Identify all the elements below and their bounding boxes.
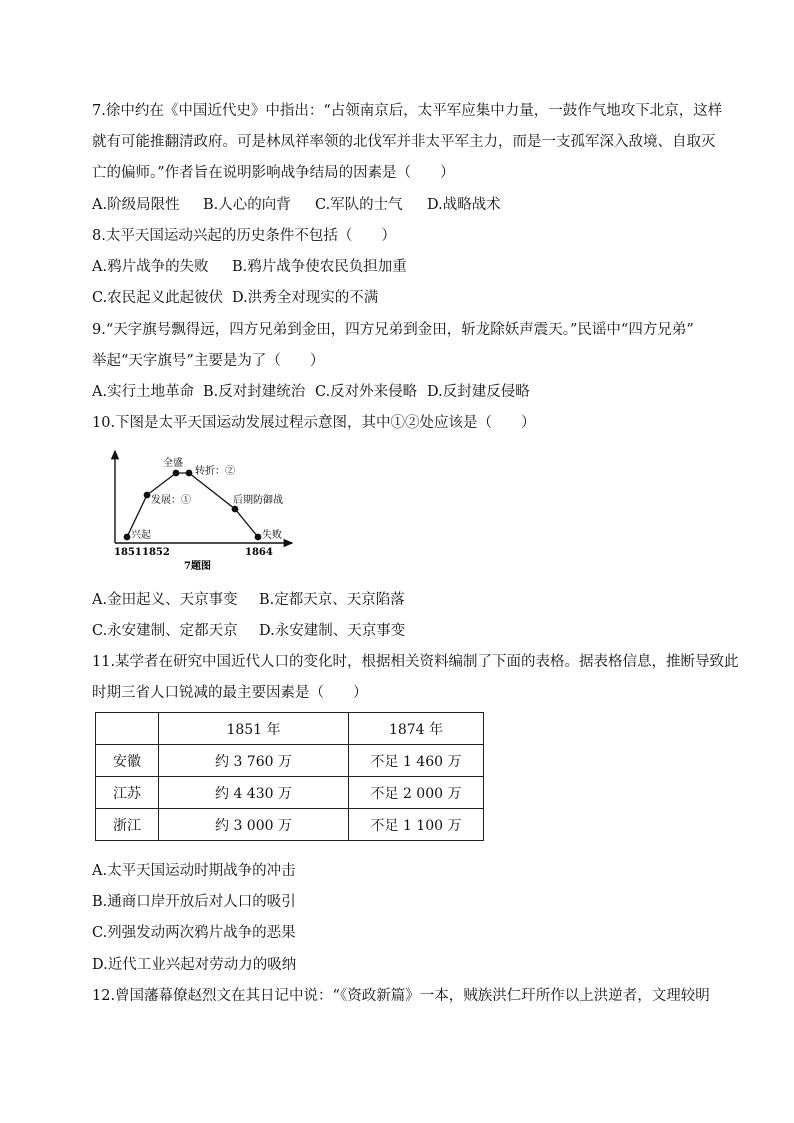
q9-option-c[interactable]: C.反对外来侵略 — [315, 384, 418, 400]
q7-options — [92, 195, 501, 215]
table-cell: 不足 1 100 万 — [349, 809, 484, 841]
q11-option-c[interactable]: C.列强发动两次鸦片战争的恶果 — [92, 925, 296, 941]
q8-options-cd — [92, 288, 378, 308]
q9-option-a[interactable]: A.实行土地革命 — [92, 384, 195, 400]
point-rise — [124, 534, 131, 541]
q9-options — [92, 382, 530, 402]
q8-options-ab — [92, 257, 407, 277]
point-late-defense — [232, 506, 239, 513]
table-row — [96, 809, 484, 841]
table-header-row — [96, 713, 484, 745]
q9-stem-line2: 举起“天字旗号”主要是为了（ ） — [92, 353, 325, 369]
label-failure: 失败 — [262, 530, 282, 541]
table-cell-province: 浙江 — [96, 809, 159, 841]
q8-option-c[interactable]: C.农民起义此起彼伏 — [92, 290, 224, 306]
q8-stem: 8.太平天国运动兴起的历史条件不包括（ ） — [92, 228, 396, 244]
population-table — [95, 712, 484, 841]
q7-option-d[interactable]: D.战略战术 — [427, 197, 501, 213]
q10-option-b[interactable]: B.定都天京、天京陷落 — [259, 592, 405, 608]
year-1852: 1852 — [142, 547, 170, 558]
q11-stem-line1: 11.某学者在研究中国近代人口的变化时，根据相关资料编制了下面的表格。据表格信息，推断导致此 — [92, 654, 739, 670]
table-cell-province: 江苏 — [96, 777, 159, 809]
year-1864: 1864 — [245, 547, 273, 558]
q9-option-d[interactable]: D.反封建反侵略 — [427, 384, 530, 400]
table-row — [96, 745, 484, 777]
q10-options-ab — [92, 590, 405, 610]
q12-stem-line1: 12.曾国藩幕僚赵烈文在其日记中说：“《资政新篇》一本，贼族洪仁玕所作以上洪逆者，文理较明 — [92, 988, 710, 1004]
label-peak: 全盛 — [163, 458, 183, 469]
q10-option-c[interactable]: C.永安建制、定都天京 — [92, 623, 238, 639]
label-rise: 兴起 — [131, 530, 151, 541]
table-header-cell: 1874 年 — [349, 713, 484, 745]
q10-option-a[interactable]: A.金田起义、天京事变 — [92, 592, 238, 608]
label-turning: 转折：② — [195, 466, 235, 477]
q11-option-d[interactable]: D.近代工业兴起对劳动力的吸纳 — [92, 957, 297, 973]
point-development — [144, 492, 151, 499]
table-cell-province: 安徽 — [96, 745, 159, 777]
q7-option-c[interactable]: C.军队的士气 — [315, 197, 403, 213]
diagram-caption: 7题图 — [184, 561, 211, 572]
point-failure — [255, 534, 262, 541]
q11-stem-line2: 时期三省人口锐减的最主要因素是（ ） — [92, 685, 368, 701]
q7-stem-line3: 亡的偏师。”作者旨在说明影响战争结局的因素是（ ） — [92, 165, 455, 181]
table-header-cell: 1851 年 — [159, 713, 349, 745]
table-cell: 约 4 430 万 — [159, 777, 349, 809]
taiping-process-diagram — [100, 447, 300, 575]
point-peak — [173, 470, 180, 477]
table-header-cell — [96, 713, 159, 745]
q8-option-b[interactable]: B.鸦片战争使农民负担加重 — [232, 259, 407, 275]
q9-option-b[interactable]: B.反对封建统治 — [203, 384, 306, 400]
table-cell: 不足 1 460 万 — [349, 745, 484, 777]
q10-options-cd — [92, 621, 405, 641]
year-1851: 1851 — [114, 547, 142, 558]
q10-stem: 10.下图是太平天国运动发展过程示意图，其中①②处应该是（ ） — [92, 415, 536, 431]
table-cell: 约 3 000 万 — [159, 809, 349, 841]
point-turning — [186, 470, 193, 477]
label-development: 发展：① — [151, 495, 191, 506]
table-row — [96, 777, 484, 809]
q10-option-d[interactable]: D.永安建制、天京事变 — [259, 623, 406, 639]
q8-option-d[interactable]: D.洪秀全对现实的不满 — [232, 290, 379, 306]
table-cell: 约 3 760 万 — [159, 745, 349, 777]
table-cell: 不足 2 000 万 — [349, 777, 484, 809]
q7-option-a[interactable]: A.阶级局限性 — [92, 197, 180, 213]
q7-stem-line2: 就有可能推翻清政府。可是林凤祥率领的北伐军并非太平军主力，而是一支孤军深入敌境、自取灭 — [92, 134, 716, 150]
label-late-defense: 后期防御战 — [233, 495, 283, 506]
q7-option-b[interactable]: B.人心的向背 — [203, 197, 291, 213]
q11-option-a[interactable]: A.太平天国运动时期战争的冲击 — [92, 863, 296, 879]
q9-stem-line1: 9.“天字旗号飘得远，四方兄弟到金田，四方兄弟到金田，斩龙除妖声震天。”民谣中“四方兄弟” — [92, 322, 694, 338]
q11-option-b[interactable]: B.通商口岸开放后对人口的吸引 — [92, 894, 296, 910]
q8-option-a[interactable]: A.鸦片战争的失败 — [92, 259, 209, 275]
q7-stem-line1: 7.徐中约在《中国近代史》中指出：“占领南京后，太平军应集中力量，一鼓作气地攻下北京，这样 — [92, 103, 723, 119]
